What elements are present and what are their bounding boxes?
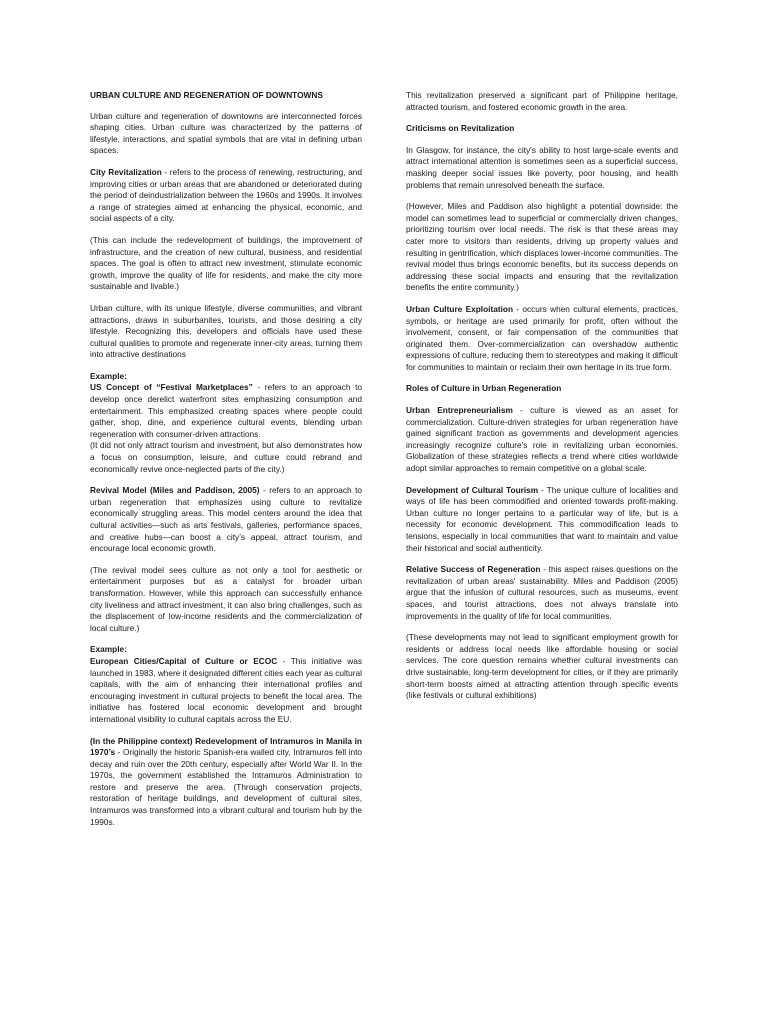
festival-marketplaces-paragraph	[90, 382, 362, 440]
festival-marketplaces-term: US Concept of “Festival Marketplaces”	[90, 382, 253, 393]
revival-model-note: (The revival model sees culture as not only a tool for aesthetic or entertainment purposes but as a catalyst for broader urban transformation. However, while this approach can successfully enhance city liveliness and attract investment, it can also bring challenges, such as the displacement of low-income residents and the commercialization of local culture.)	[90, 564, 362, 633]
left-column	[90, 90, 362, 838]
ecoc-definition: - This initiative was launched in 1983, where it designated different cities each year as cultural capitals, with the aim of enhancing their international profiles and encouraging investment in cultural projects to benefit the local area. The initiative has fostered local economic development and brought international visibility to cultural capitals across the EU.	[90, 655, 362, 724]
right-column	[406, 90, 678, 712]
revival-model-paragraph	[90, 485, 362, 555]
however-paragraph: (However, Miles and Paddison also highlight a potential downside: the model can sometimes lead to superficial or commercially driven changes, prioritizing tourism over local needs. The risk is that these areas may cater more to visitors than residents, driving up property values and resulting in gentrification, which displaces lower-income communities. The revival model thus brings economic benefits, but its success depends on addressing these social impacts and ensuring that the revitalization benefits the entire community.)	[406, 201, 678, 293]
city-revitalization-paragraph	[90, 167, 362, 225]
city-revitalization-term: City Revitalization	[90, 166, 162, 177]
example-label: Example:	[90, 644, 127, 655]
entrepreneurialism-term: Urban Entrepreneurialism	[406, 405, 513, 416]
intramuros-definition: - Originally the historic Spanish-era walled city, Intramuros fell into decay and ruin over the 20th century, especially after World War II. In the 1970s, the government established the Intramuros Administration to restore and preserve the area. (Through conservation projects, restoration of heritage buildings, and development of cultural sites, Intramuros was transformed into a vibrant cultural and tourism hub by the 1990s.	[90, 747, 362, 827]
example-label: Example:	[90, 370, 127, 381]
relative-success-definition: - this aspect raises questions on the revitalization of urban areas' sustainability. Miles and Paddison (2005) argue that the infusion of cultural resources, such as museums, event spaces, and tourist attractions, does not always translate into improvements in the quality of life for local communities.	[406, 564, 678, 621]
revival-model-term: Revival Model (Miles and Paddison, 2005)	[90, 485, 260, 496]
entrepreneurialism-definition: - culture is viewed as an asset for commercialization. Culture-driven strategies for urban regeneration have gained significant traction as governments and development agencies increasingly recognize culture's role in revitalizing urban economies. Globalization of these strategies reflects a trend where cities worldwide adopt similar approaches to remain competitive on a global scale.	[406, 405, 678, 474]
developments-paragraph: (These developments may not lead to significant employment growth for residents or address local needs like affordable housing or social services. The core question remains whether cultural investments can drive sustainable, long-term development for cities, or if they are primarily short-term boosts aimed at attracting attention through specific events (like festivals or cultural exhibitions)	[406, 632, 678, 701]
document-title: URBAN CULTURE AND REGENERATION OF DOWNTOWNS	[90, 90, 323, 100]
ecoc-term: European Cities/Capital of Culture or ECOC	[90, 655, 278, 666]
relative-success-paragraph	[406, 564, 678, 622]
cultural-tourism-definition: - The unique culture of localities and ways of life has been commodified and oriented towards profit-making. Urban culture no longer pertains to a particular way of life, but is a necessity for economic development. This commodification leads to tensions, especially in local communities that want to maintain and value their historical and social authenticity.	[406, 484, 678, 553]
urban-culture-paragraph: Urban culture, with its unique lifestyle, diverse communities, and vibrant attractions, draws in suburbanites, tourists, and those desiring a city lifestyle. Recognizing this, developers and officials have used these cultural qualities to promote and regenerate inner-city areas, turning them into attractive destinations	[90, 302, 362, 360]
intro-paragraph: Urban culture and regeneration of downtowns are interconnected forces shaping cities. Urban culture was characterized by the patterns of lifestyle, interactions, and spatial symbols that are vital in defining urban spaces.	[90, 110, 362, 156]
roles-heading: Roles of Culture in Urban Regeneration	[406, 383, 562, 394]
ecoc-paragraph	[90, 656, 362, 726]
city-revitalization-note: (This can include the redevelopment of buildings, the improvement of infrastructure, and the creation of new cultural, business, and residential spaces. The goal is often to attract new investment, stimulate economic growth, improve the quality of life for residents, and make the city more sustainable and livable.)	[90, 234, 362, 292]
exploitation-definition: - occurs when cultural elements, practices, symbols, or heritage are used primarily for profit, often without the involvement, consent, or fair compensation of the communities that originated them. Over-commercialization can overshadow authentic expressions of culture, reducing them to stereotypes and making it difficult for communities to maintain or reclaim their own heritage in its true form.	[406, 303, 678, 372]
city-revitalization-definition: - refers to the process of renewing, restructuring, and improving cities or urban areas that are abandoned or deteriorated during the period of deindustrialization between the 1960s and 1990s. It involves a range of strategies aimed at enhancing the physical, economic, and social aspects of a city.	[90, 166, 362, 224]
cultural-tourism-term: Development of Cultural Tourism	[406, 484, 539, 495]
relative-success-term: Relative Success of Regeneration	[406, 564, 541, 575]
exploitation-paragraph	[406, 304, 678, 374]
glasgow-paragraph: In Glasgow, for instance, the city's ability to host large-scale events and attract international attention is sometimes seen as a superficial success, masking deeper social issues like poverty, poor housing, and health problems that remain unresolved beneath the surface.	[406, 144, 678, 190]
cultural-tourism-paragraph	[406, 485, 678, 555]
continued-paragraph: This revitalization preserved a significant part of Philippine heritage, attracted tourism, and fostered economic growth in the area.	[406, 90, 678, 112]
festival-marketplaces-note: (It did not only attract tourism and investment, but also demonstrates how a focus on consumption, leisure, and culture could rebrand and economically revive once-neglected parts of the city.)	[90, 440, 362, 474]
revival-model-definition: - refers to an approach to urban regeneration that emphasizes using culture to revitalize economically struggling areas. This model centers around the idea that cultural activities—such as arts festivals, galleries, performance spaces, and creative hubs—can boost a city’s appeal, attract tourism, and encourage local economic growth.	[90, 485, 363, 554]
exploitation-term: Urban Culture Exploitation	[406, 303, 514, 314]
intramuros-paragraph	[90, 736, 362, 829]
festival-marketplaces-definition: - refers to an approach to develop once derelict waterfront sites emphasizing consumption and entertainment. This emphasized creating spaces where people could gather, shop, dine, and experience cultural events, blending urban regeneration with consumer-driven attractions.	[90, 382, 362, 439]
entrepreneurialism-paragraph	[406, 405, 678, 475]
intramuros-term: (In the Philippine context) Redevelopment of Intramuros in Manila in 1970’s	[90, 735, 362, 758]
criticisms-heading: Criticisms on Revitalization	[406, 123, 515, 134]
